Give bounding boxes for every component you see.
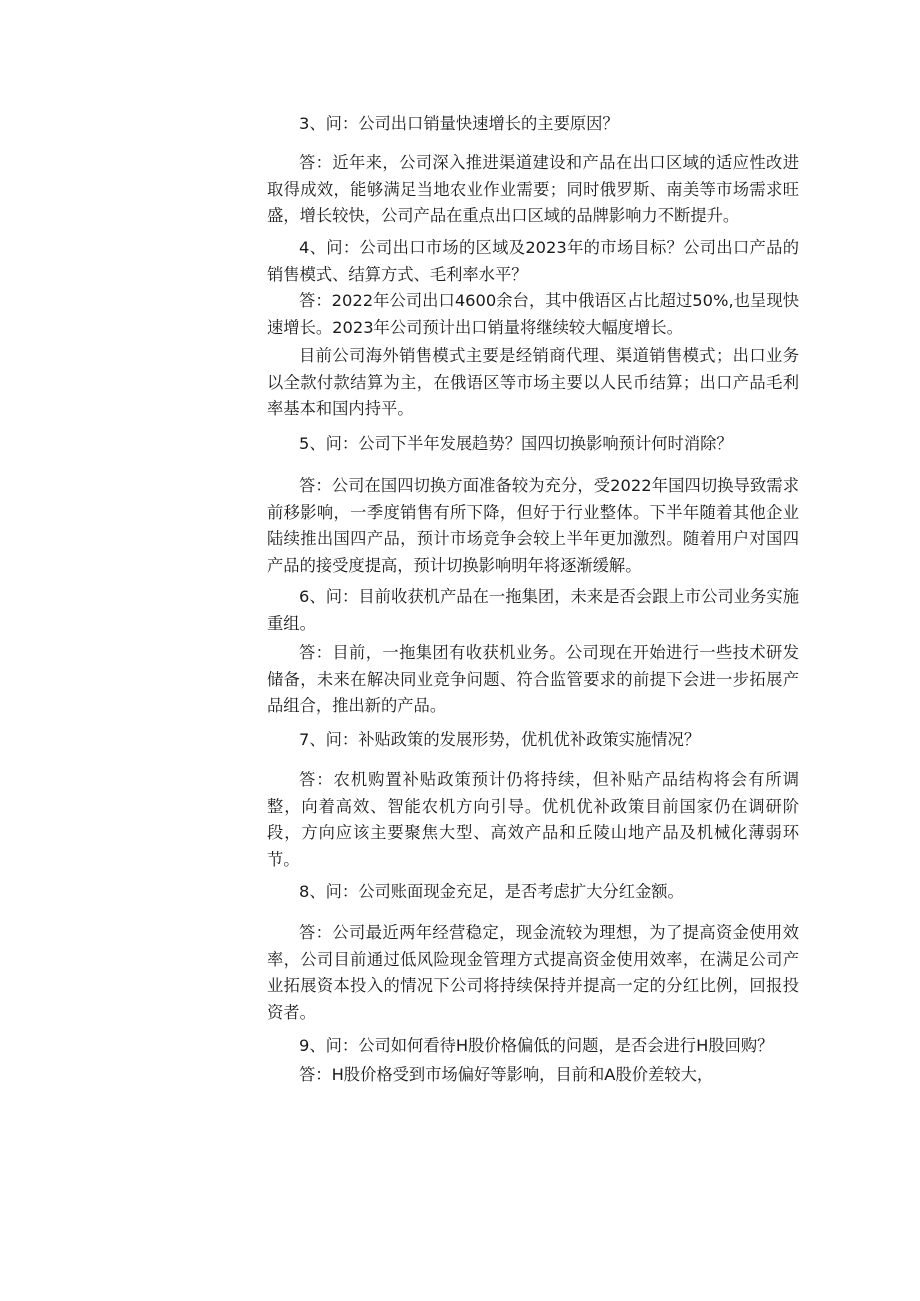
answer-3: 答：近年来，公司深入推进渠道建设和产品在出口区域的适应性改进取得成效，能够满足当地农业作业需要；同时俄罗斯、南美等市场需求旺盛，增长较快，公司产品在重点出口区域的品牌影响力不断提升。	[267, 153, 799, 225]
question-7: 7、问：补贴政策的发展形势，优机优补政策实施情况？	[299, 730, 701, 749]
answer-5: 答：公司在国四切换方面准备较为充分，受2022年国四切换导致需求前移影响，一季度销售有所下降，但好于行业整体。下半年随着其他企业陆续推出国四产品，预计市场竞争会较上半年更加激烈。随着用户对国四产品的接受度提高，预计切换影响明年将逐渐缓解。	[267, 476, 799, 575]
answer-6: 答：目前，一拖集团有收获机业务。公司现在开始进行一些技术研发储备，未来在解决同业竞争问题、符合监管要求的前提下会进一步拓展产品组合，推出新的产品。	[267, 643, 799, 715]
question-8: 8、问：公司账面现金充足，是否考虑扩大分红金额。	[299, 882, 684, 901]
question-9: 9、问：公司如何看待H股价格偏低的问题，是否会进行H股回购？	[299, 1036, 774, 1055]
answer-8: 答：公司最近两年经营稳定，现金流较为理想，为了提高资金使用效率，公司目前通过低风险现金管理方式提高资金使用效率，在满足公司产业拓展资本投入的情况下公司将持续保持并提高一定的分红比例，回报投资者。	[267, 923, 799, 1022]
answer-4: 答：2022年公司出口4600余台，其中俄语区占比超过50%,也呈现快速增长。2023年公司预计出口销量将继续较大幅度增长。	[267, 291, 799, 337]
question-5: 5、问：公司下半年发展趋势？国四切换影响预计何时消除？	[299, 434, 733, 453]
answer-7: 答：农机购置补贴政策预计仍将持续，但补贴产品结构将会有所调整，向着高效、智能农机方向引导。优机优补政策目前国家仍在调研阶段，方向应该主要聚焦大型、高效产品和丘陵山地产品及机械化薄弱环节。	[267, 770, 799, 869]
answer-9: 答：H股价格受到市场偏好等影响，目前和A股价差较大，	[299, 1065, 714, 1084]
question-6: 6、问：目前收获机产品在一拖集团，未来是否会跟上市公司业务实施重组。	[267, 587, 799, 633]
question-4: 4、问：公司出口市场的区域及2023年的市场目标？公司出口产品的销售模式、结算方式、毛利率水平？	[267, 238, 799, 284]
question-3: 3、问：公司出口销量快速增长的主要原因？	[299, 114, 619, 133]
answer-4-continued: 目前公司海外销售模式主要是经销商代理、渠道销售模式；出口业务以全款付款结算为主，在俄语区等市场主要以人民币结算；出口产品毛利率基本和国内持平。	[267, 346, 799, 418]
